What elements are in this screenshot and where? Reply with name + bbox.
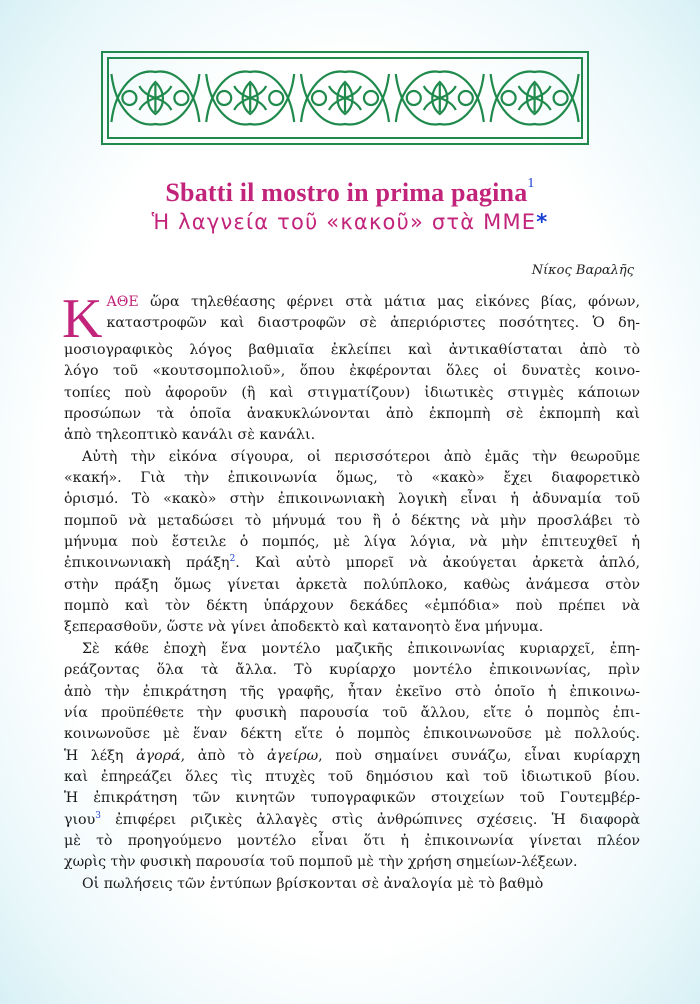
text-line: μοσιογραφικὸς λόγος βαθμιαῖα ἐκλείπει καὶ ἀντικαθίσταται ἀπὸ τὸ <box>64 342 640 358</box>
paragraph-4 <box>64 874 640 895</box>
text-line: ξεπερασθοῦν, ὥστε νὰ γίνει ἀποδεκτὸ καὶ κατανοητὸ ἕνα μήνυμα. <box>64 619 544 636</box>
footnote-ref-1[interactable]: 1 <box>527 176 535 192</box>
article-subtitle: Ἡ λαγνεία τοῦ «κακοῦ» στὰ ΜΜΕ* <box>151 210 549 234</box>
paragraph-2 <box>64 447 640 639</box>
text-line: Ἡ λέξη ἀγορά, ἀπὸ τὸ ἀγείρω, ποὺ σημαίνει συνάζω, εἶναι κυρίαρχη <box>64 747 640 764</box>
text-line: νία προϋπέθετε τὴν φυσικὴ παρουσία τοῦ ἄλλου, εἴτε ὁ πομπὸς ἐπι- <box>64 704 640 721</box>
text-line: ἀπὸ τὴν ἐπικράτηση τῆς γραφῆς, ἦταν ἐκεῖνο στὸ ὁποῖο ἡ ἐπικοινω- <box>64 683 640 700</box>
asterisk-marker: * <box>536 210 549 234</box>
text-line: Οἱ πωλήσεις τῶν ἐντύπων βρίσκονται σὲ ἀναλογία μὲ τὸ βαθμὸ <box>82 875 544 892</box>
paragraph-3 <box>64 639 640 874</box>
text-line: πομπὸ καὶ τὸν δέκτη ὑπάρχουν δεκάδες «ἐμπόδια» ποὺ πρέπει νὰ <box>64 598 640 615</box>
text-line: χωρὶς τὴν φυσικὴ παρουσία τοῦ πομποῦ μὲ τὴν χρήση σημείων-λέξεων. <box>64 854 578 871</box>
article-body <box>62 288 640 895</box>
text-line: ἀπὸ τηλεοπτικὸ κανάλι σὲ κανάλι. <box>64 427 316 444</box>
text-line: στὴν πράξη ὅμως γίνεται ἀρκετὰ πολύπλοκο, καθὼς ἀνάμεσα στὸν <box>64 576 640 593</box>
text-line: ρεάζοντας ὅλα τὰ ἄλλα. Τὸ κυρίαρχο μοντέλο ἐπικοινωνίας, πρὶν <box>64 662 640 679</box>
footnote-ref-2[interactable]: 2 <box>229 554 236 565</box>
article-title: Sbatti il mostro in prima pagina$^1$ <box>165 176 535 207</box>
paragraph-1 <box>62 288 640 447</box>
text-line: καταστροφῶν καὶ διαστροφῶν σὲ ἀπεριόριστες ποσότητες. Ὁ δη- <box>106 315 640 332</box>
vine-cell <box>111 71 199 124</box>
vine-cell <box>491 71 579 124</box>
text-line: πομποῦ νὰ μεταδώσει τὸ μήνυμά του ἢ ὁ δέκτης νὰ μὴν προσλάβει τὸ <box>64 512 640 529</box>
vine-cell <box>396 71 484 124</box>
text-line: ΑΘΕ ὥρα τηλεθέασης φέρνει στὰ μάτια μας εἰκόνες βίας, φόνων, <box>106 294 640 310</box>
text-line: ἐπικοινωνιακὴ πράξη$^2$. Καὶ αὐτὸ μπορεῖ νὰ ἀκούγεται ἀρκετὰ ἁπλό, <box>64 554 640 572</box>
vine-cell <box>206 71 294 124</box>
text-line: ὁρισμό. Τὸ «κακὸ» στὴν ἐπικοινωνιακὴ λογικὴ εἶναι ἡ ἀδυναμία τοῦ <box>64 491 640 508</box>
vine-ornament-banner <box>100 50 590 146</box>
text-line: προσώπων τὰ ὁποῖα ἀνακυκλώνονται ἀπὸ ἐκπομπὴ σὲ ἐκπομπὴ καὶ <box>64 406 640 423</box>
text-line: καὶ ἐπηρεάζει ὅλες τὶς πτυχὲς τοῦ δημόσιου καὶ τοῦ ἰδιωτικοῦ βίου. <box>64 768 640 785</box>
text-line: «κακή». Γιὰ τὴν ἐπικοινωνία ὅμως, τὸ «κακὸ» ἔχει διαφορετικὸ <box>64 470 640 487</box>
drop-cap: Κ <box>62 288 103 350</box>
author-name: Νίκος Βαραλῆς <box>531 263 634 278</box>
text-line: Ἡ ἐπικράτηση τῶν κινητῶν τυπογραφικῶν στοιχείων τοῦ Γουτεμβέρ- <box>64 790 640 807</box>
text-line: τοπίες ποὺ ἀφοροῦν (ἢ καὶ στιγματίζουν) ἰδιωτικὲς στιγμὲς κάποιων <box>64 384 640 401</box>
text-line: μήνυμα ποὺ ἔστειλε ὁ πομπός, μὲ λίγα λόγια, νὰ μὴν ἐπιτευχθεῖ ἡ <box>64 534 640 551</box>
footnote-ref-3[interactable]: 3 <box>95 810 101 821</box>
text-line: μὲ τὸ προηγούμενο μοντέλο εἶναι ὅτι ἡ ἐπικοινωνία γίνεται πλέον <box>64 832 640 849</box>
vine-cell <box>301 71 389 124</box>
text-line: λόγο τοῦ «κουτσομπολιοῦ», ὅπου ἐκφέρονται ὅλες οἱ δυνατὲς κοινο- <box>64 363 640 380</box>
text-line: γιου$^3$ ἐπιφέρει ριζικὲς ἀλλαγὲς στὶς ἀνθρώπινες σχέσεις. Ἡ διαφορὰ <box>64 810 640 828</box>
text-line: κοινωνοῦσε μὲ ἕναν δέκτη εἴτε ὁ πομπὸς ἐπικοινωνοῦσε μὲ πολλούς. <box>64 726 640 743</box>
text-line: Αὐτὴ τὴν εἰκόνα σίγουρα, οἱ περισσότεροι ἀπὸ ἐμᾶς τὴν θεωροῦμε <box>82 448 640 465</box>
text-line: Σὲ κάθε ἐποχὴ ἕνα μοντέλο μαζικῆς ἐπικοινωνίας κυριαρχεῖ, ἐπη- <box>82 640 640 657</box>
